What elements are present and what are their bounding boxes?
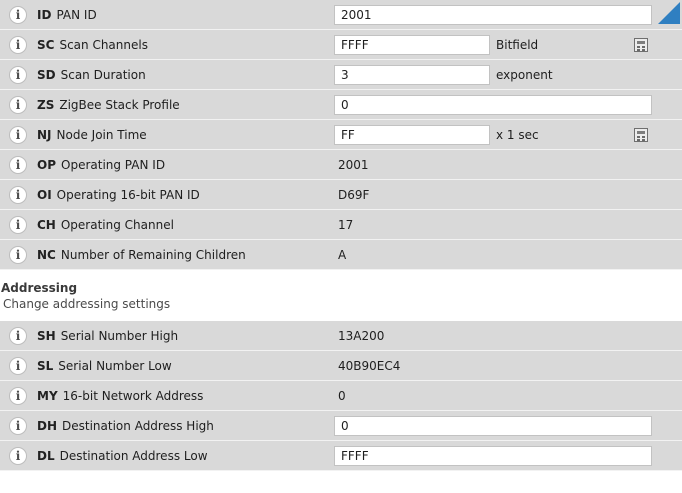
setting-label [37, 180, 200, 210]
readonly-value: A [338, 248, 347, 262]
setting-row-sh [0, 321, 682, 351]
setting-label [37, 90, 180, 120]
setting-row-my [0, 381, 682, 411]
setting-name: Scan Duration [60, 68, 146, 82]
info-icon[interactable]: i [9, 36, 27, 54]
setting-code: SH [37, 329, 56, 343]
info-icon[interactable]: i [9, 66, 27, 84]
destination-address-high-input[interactable] [334, 416, 652, 436]
info-icon[interactable]: i [9, 156, 27, 174]
info-icon[interactable]: i [9, 216, 27, 234]
zigbee-stack-profile-input[interactable] [334, 95, 652, 115]
destination-address-low-input[interactable] [334, 446, 652, 466]
setting-row-dl [0, 441, 682, 471]
scan-duration-input[interactable] [334, 65, 490, 85]
pan-id-input[interactable] [334, 5, 652, 25]
info-icon[interactable]: i [9, 387, 27, 405]
readonly-value: D69F [338, 188, 370, 202]
readonly-value: 0 [338, 389, 346, 403]
setting-name: Operating PAN ID [61, 158, 166, 172]
section-title: Addressing [1, 281, 78, 295]
setting-label [37, 30, 148, 60]
setting-label [37, 60, 146, 90]
setting-row-op [0, 150, 682, 180]
info-icon[interactable]: i [9, 327, 27, 345]
setting-code: DL [37, 449, 55, 463]
setting-label [37, 240, 246, 270]
calculator-icon[interactable] [634, 38, 648, 52]
readonly-value: 2001 [338, 158, 369, 172]
setting-name: Scan Channels [59, 38, 148, 52]
setting-label [37, 351, 172, 381]
setting-name: Number of Remaining Children [60, 248, 246, 262]
scan-channels-input[interactable] [334, 35, 490, 55]
unit-label: Bitfield [496, 38, 539, 52]
addressing-group [0, 321, 682, 471]
setting-code: MY [37, 389, 58, 403]
setting-code: OP [37, 158, 56, 172]
info-icon[interactable]: i [9, 447, 27, 465]
info-icon[interactable]: i [9, 96, 27, 114]
setting-label [37, 120, 147, 150]
setting-name: PAN ID [56, 8, 97, 22]
info-icon[interactable]: i [9, 186, 27, 204]
readonly-value: 40B90EC4 [338, 359, 401, 373]
setting-code: ID [37, 8, 52, 22]
setting-row-dh [0, 411, 682, 441]
info-icon[interactable]: i [9, 417, 27, 435]
addressing-section-header[interactable] [0, 270, 682, 321]
setting-label [37, 441, 208, 471]
setting-code: NC [37, 248, 56, 262]
unit-label: exponent [496, 68, 553, 82]
setting-row-sd [0, 60, 682, 90]
calculator-icon[interactable] [634, 128, 648, 142]
setting-name: Operating Channel [60, 218, 174, 232]
readonly-value: 17 [338, 218, 354, 232]
unit-label: x 1 sec [496, 128, 539, 142]
setting-code: DH [37, 419, 58, 433]
setting-row-nj [0, 120, 682, 150]
setting-code: SL [37, 359, 54, 373]
setting-row-nc [0, 240, 682, 270]
info-icon[interactable]: i [9, 357, 27, 375]
setting-label [37, 411, 214, 441]
setting-row-id [0, 0, 682, 30]
setting-row-sc [0, 30, 682, 60]
setting-name: 16-bit Network Address [62, 389, 204, 403]
setting-code: CH [37, 218, 56, 232]
readonly-value: 13A200 [338, 329, 385, 343]
info-icon[interactable]: i [9, 246, 27, 264]
setting-row-ch [0, 210, 682, 240]
setting-code: NJ [37, 128, 52, 142]
setting-name: Node Join Time [56, 128, 147, 142]
setting-name: Operating 16-bit PAN ID [56, 188, 200, 202]
setting-code: SC [37, 38, 55, 52]
setting-label [37, 210, 174, 240]
section-description: Change addressing settings [3, 297, 171, 311]
setting-name: ZigBee Stack Profile [59, 98, 180, 112]
setting-label [37, 0, 97, 30]
setting-row-sl [0, 351, 682, 381]
setting-label [37, 321, 178, 351]
setting-row-oi [0, 180, 682, 210]
setting-code: ZS [37, 98, 55, 112]
setting-code: SD [37, 68, 56, 82]
setting-label [37, 381, 203, 411]
setting-name: Serial Number Low [58, 359, 172, 373]
info-icon[interactable]: i [9, 6, 27, 24]
setting-name: Serial Number High [60, 329, 179, 343]
node-join-time-input[interactable] [334, 125, 490, 145]
info-icon[interactable]: i [9, 126, 27, 144]
setting-label [37, 150, 165, 180]
modified-corner-icon [658, 2, 680, 24]
setting-code: OI [37, 188, 52, 202]
setting-name: Destination Address Low [59, 449, 208, 463]
setting-name: Destination Address High [62, 419, 214, 433]
setting-row-zs [0, 90, 682, 120]
